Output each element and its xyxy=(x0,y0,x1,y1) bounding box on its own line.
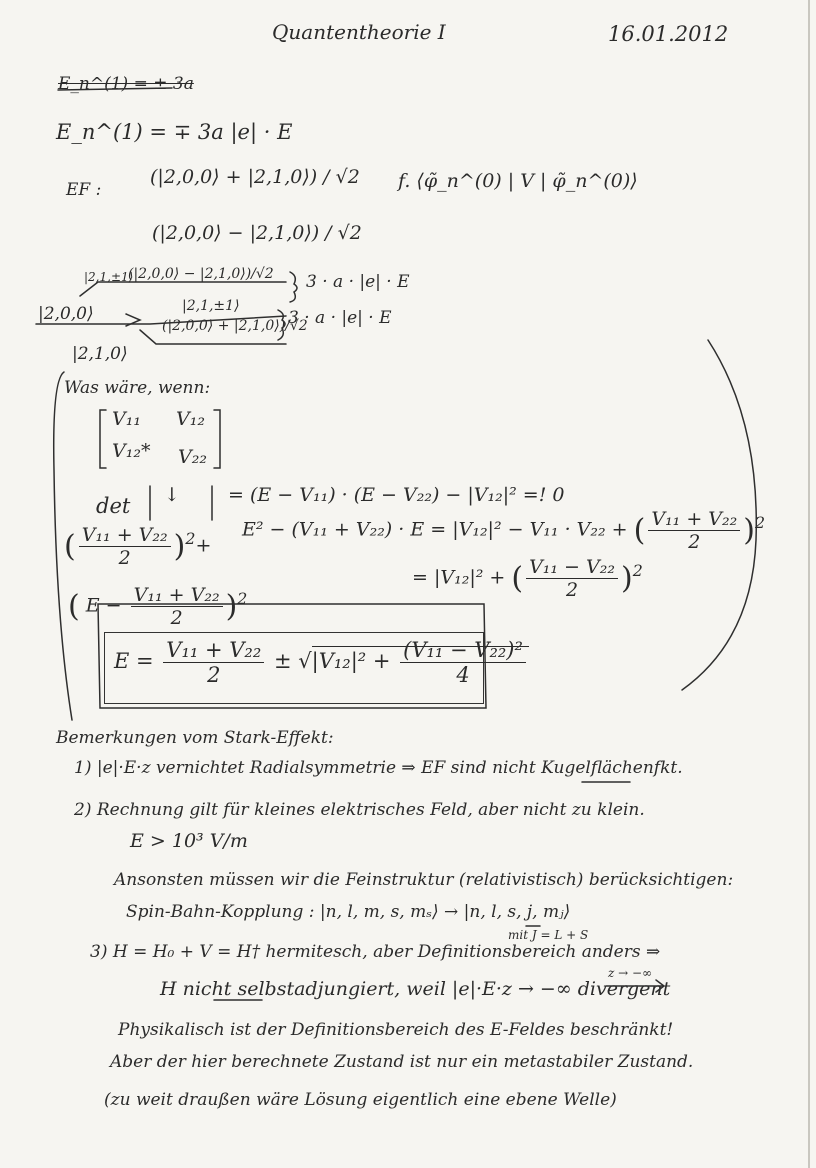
ef-label: EF : xyxy=(66,180,102,200)
page-date: 16.01.2012 xyxy=(608,22,729,46)
det-equation: = (E − V₁₁) · (E − V₂₂) − |V₁₂|² =! 0 xyxy=(228,484,565,506)
shift-down: 3 · a · |e| · E xyxy=(288,308,392,328)
matrix-v12-star: V₁₂* xyxy=(112,440,151,462)
quadratic-line-text: E² − (V₁₁ + V₂₂) · E = |V₁₂|² − V₁₁ · V₂₂ + xyxy=(242,518,628,541)
split-arrow xyxy=(126,314,140,326)
state-200: |2,0,0⟩ xyxy=(38,304,94,324)
line4-frac-num: V₁₁ + V₂₂ xyxy=(131,584,223,607)
result-pm: ± xyxy=(273,649,292,673)
shift-up: 3 · a · |e| · E xyxy=(306,272,410,292)
result-sqrt-frac-num: (V₁₁ − V₂₂)² xyxy=(400,638,526,663)
line4-lhs: E − xyxy=(85,594,122,617)
split-line-top xyxy=(80,282,286,296)
result-sqrt-term: |V₁₂|² + xyxy=(311,649,391,673)
remark-3-plane-wave: (zu weit draußen wäre Lösung eigentlich eine ebene Welle) xyxy=(104,1090,617,1110)
result-sqrt-frac-den: 4 xyxy=(456,663,470,687)
line4-frac-den: 2 xyxy=(170,607,183,629)
level-bottom: (|2,0,0⟩ + |2,1,0⟩)/√2 xyxy=(162,318,308,334)
eigenstate-minus: (|2,0,0⟩ − |2,1,0⟩) / √2 xyxy=(152,222,362,244)
matrix-element: f. ⟨φ̃_n^(0) | V | φ̃_n^(0)⟩ xyxy=(398,170,638,192)
result-lhs: E = xyxy=(114,649,154,673)
matrix-v12: V₁₂ xyxy=(176,408,205,430)
remark-3: 3) H = H₀ + V = H† hermitesch, aber Definitionsbereich anders ⇒ xyxy=(90,942,661,962)
completed-square-lhs: ( E − $\frac{\text{V₁₁ + V₂₂}}{2}$ )$^2$ xyxy=(68,584,248,629)
line3-frac-num: V₁₁ − V₂₂ xyxy=(526,556,618,579)
remarks-heading: Bemerkungen vom Stark-Effekt: xyxy=(56,728,334,748)
state-210: |2,1,0⟩ xyxy=(72,344,128,364)
line3-frac-den: 2 xyxy=(565,579,579,601)
remark-3-metastable: Aber der hier berechnete Zustand ist nur ein metastabiler Zustand. xyxy=(110,1052,694,1072)
remark-3-not-selfadjoint: H nicht selbstadjungiert, weil |e|·E·z → −∞ divergent xyxy=(160,978,671,1000)
remark-3-mit: mit J = L + S xyxy=(508,928,589,942)
page-edge xyxy=(808,0,810,1168)
remark-2-spin-orbit: Spin-Bahn-Kopplung : |n, l, m, s, mₛ⟩ → |n, l, s, j, mⱼ⟩ xyxy=(126,902,571,922)
remark-2-otherwise: Ansonsten müssen wir die Feinstruktur (relativistisch) berücksichtigen: xyxy=(114,870,734,890)
remark-2-condition: E > 10³ V/m xyxy=(130,830,248,852)
line3-text: = |V₁₂|² + xyxy=(412,566,506,589)
completed-square-rhs: = |V₁₂|² + ( $\frac{\text{V₁₁ − V₂₂}}{2}$ )$^2$ xyxy=(412,556,643,601)
matrix-v11: V₁₁ xyxy=(112,408,141,430)
quadratic-line: E² − (V₁₁ + V₂₂) · E = |V₁₂|² − V₁₁ · V₂₂ + ( $\frac{\text{V₁₁ + V₂₂}}{2}$ )$^2$ xyxy=(242,508,766,553)
left-fraction-term: ( $\frac{\text{V₁₁ + V₂₂}}{2}$ )$^2$+ xyxy=(64,524,212,569)
det-arrow: ↓ xyxy=(164,484,180,506)
line2-frac-num: V₁₁ + V₂₂ xyxy=(648,508,740,531)
energy-correction: E_n^(1) = ∓ 3a |e| · E xyxy=(56,120,293,144)
remark-1: 1) |e|·E·z vernichtet Radialsymmetrie ⇒ EF sind nicht Kugelflächenfkt. xyxy=(74,758,683,778)
matrix-v22: V₂₂ xyxy=(178,446,207,468)
result-frac-den: 2 xyxy=(207,663,221,687)
page-title: Quantentheorie I xyxy=(272,20,446,44)
eigenstate-plus: (|2,0,0⟩ + |2,1,0⟩) / √2 xyxy=(150,166,360,188)
crossed-out-formula: E_n^(1) = ± 3a xyxy=(58,74,194,94)
det-label: det xyxy=(96,494,131,518)
remark-3-limit: z → −∞ xyxy=(608,966,653,980)
left-frac-num: V₁₁ + V₂₂ xyxy=(79,524,171,547)
line2-frac-den: 2 xyxy=(688,531,701,553)
matrix-bracket-right xyxy=(214,410,220,468)
brace-up xyxy=(290,272,297,302)
level-top: (|2,0,0⟩ − |2,1,0⟩)/√2 xyxy=(128,266,274,282)
result-frac-num: V₁₁ + V₂₂ xyxy=(163,638,264,663)
remark-2: 2) Rechnung gilt für kleines elektrisches Feld, aber nicht zu klein. xyxy=(74,800,645,820)
level-top-left: |2,1,±1⟩ xyxy=(84,270,134,284)
matrix-bracket-left xyxy=(100,410,106,468)
left-frac-den: 2 xyxy=(118,547,131,569)
remark-3-physical: Physikalisch ist der Definitionsbereich des E-Feldes beschränkt! xyxy=(118,1020,674,1040)
result-formula: E = $\frac{\text{V₁₁ + V₂₂}}{2}$ ± √|V₁₂|² + $\frac{\text{(V₁₁ − V₂₂)²}}{4}$ xyxy=(114,638,529,687)
what-if-heading: Was wäre, wenn: xyxy=(64,378,211,398)
level-mid: |2,1,±1⟩ xyxy=(182,298,240,314)
